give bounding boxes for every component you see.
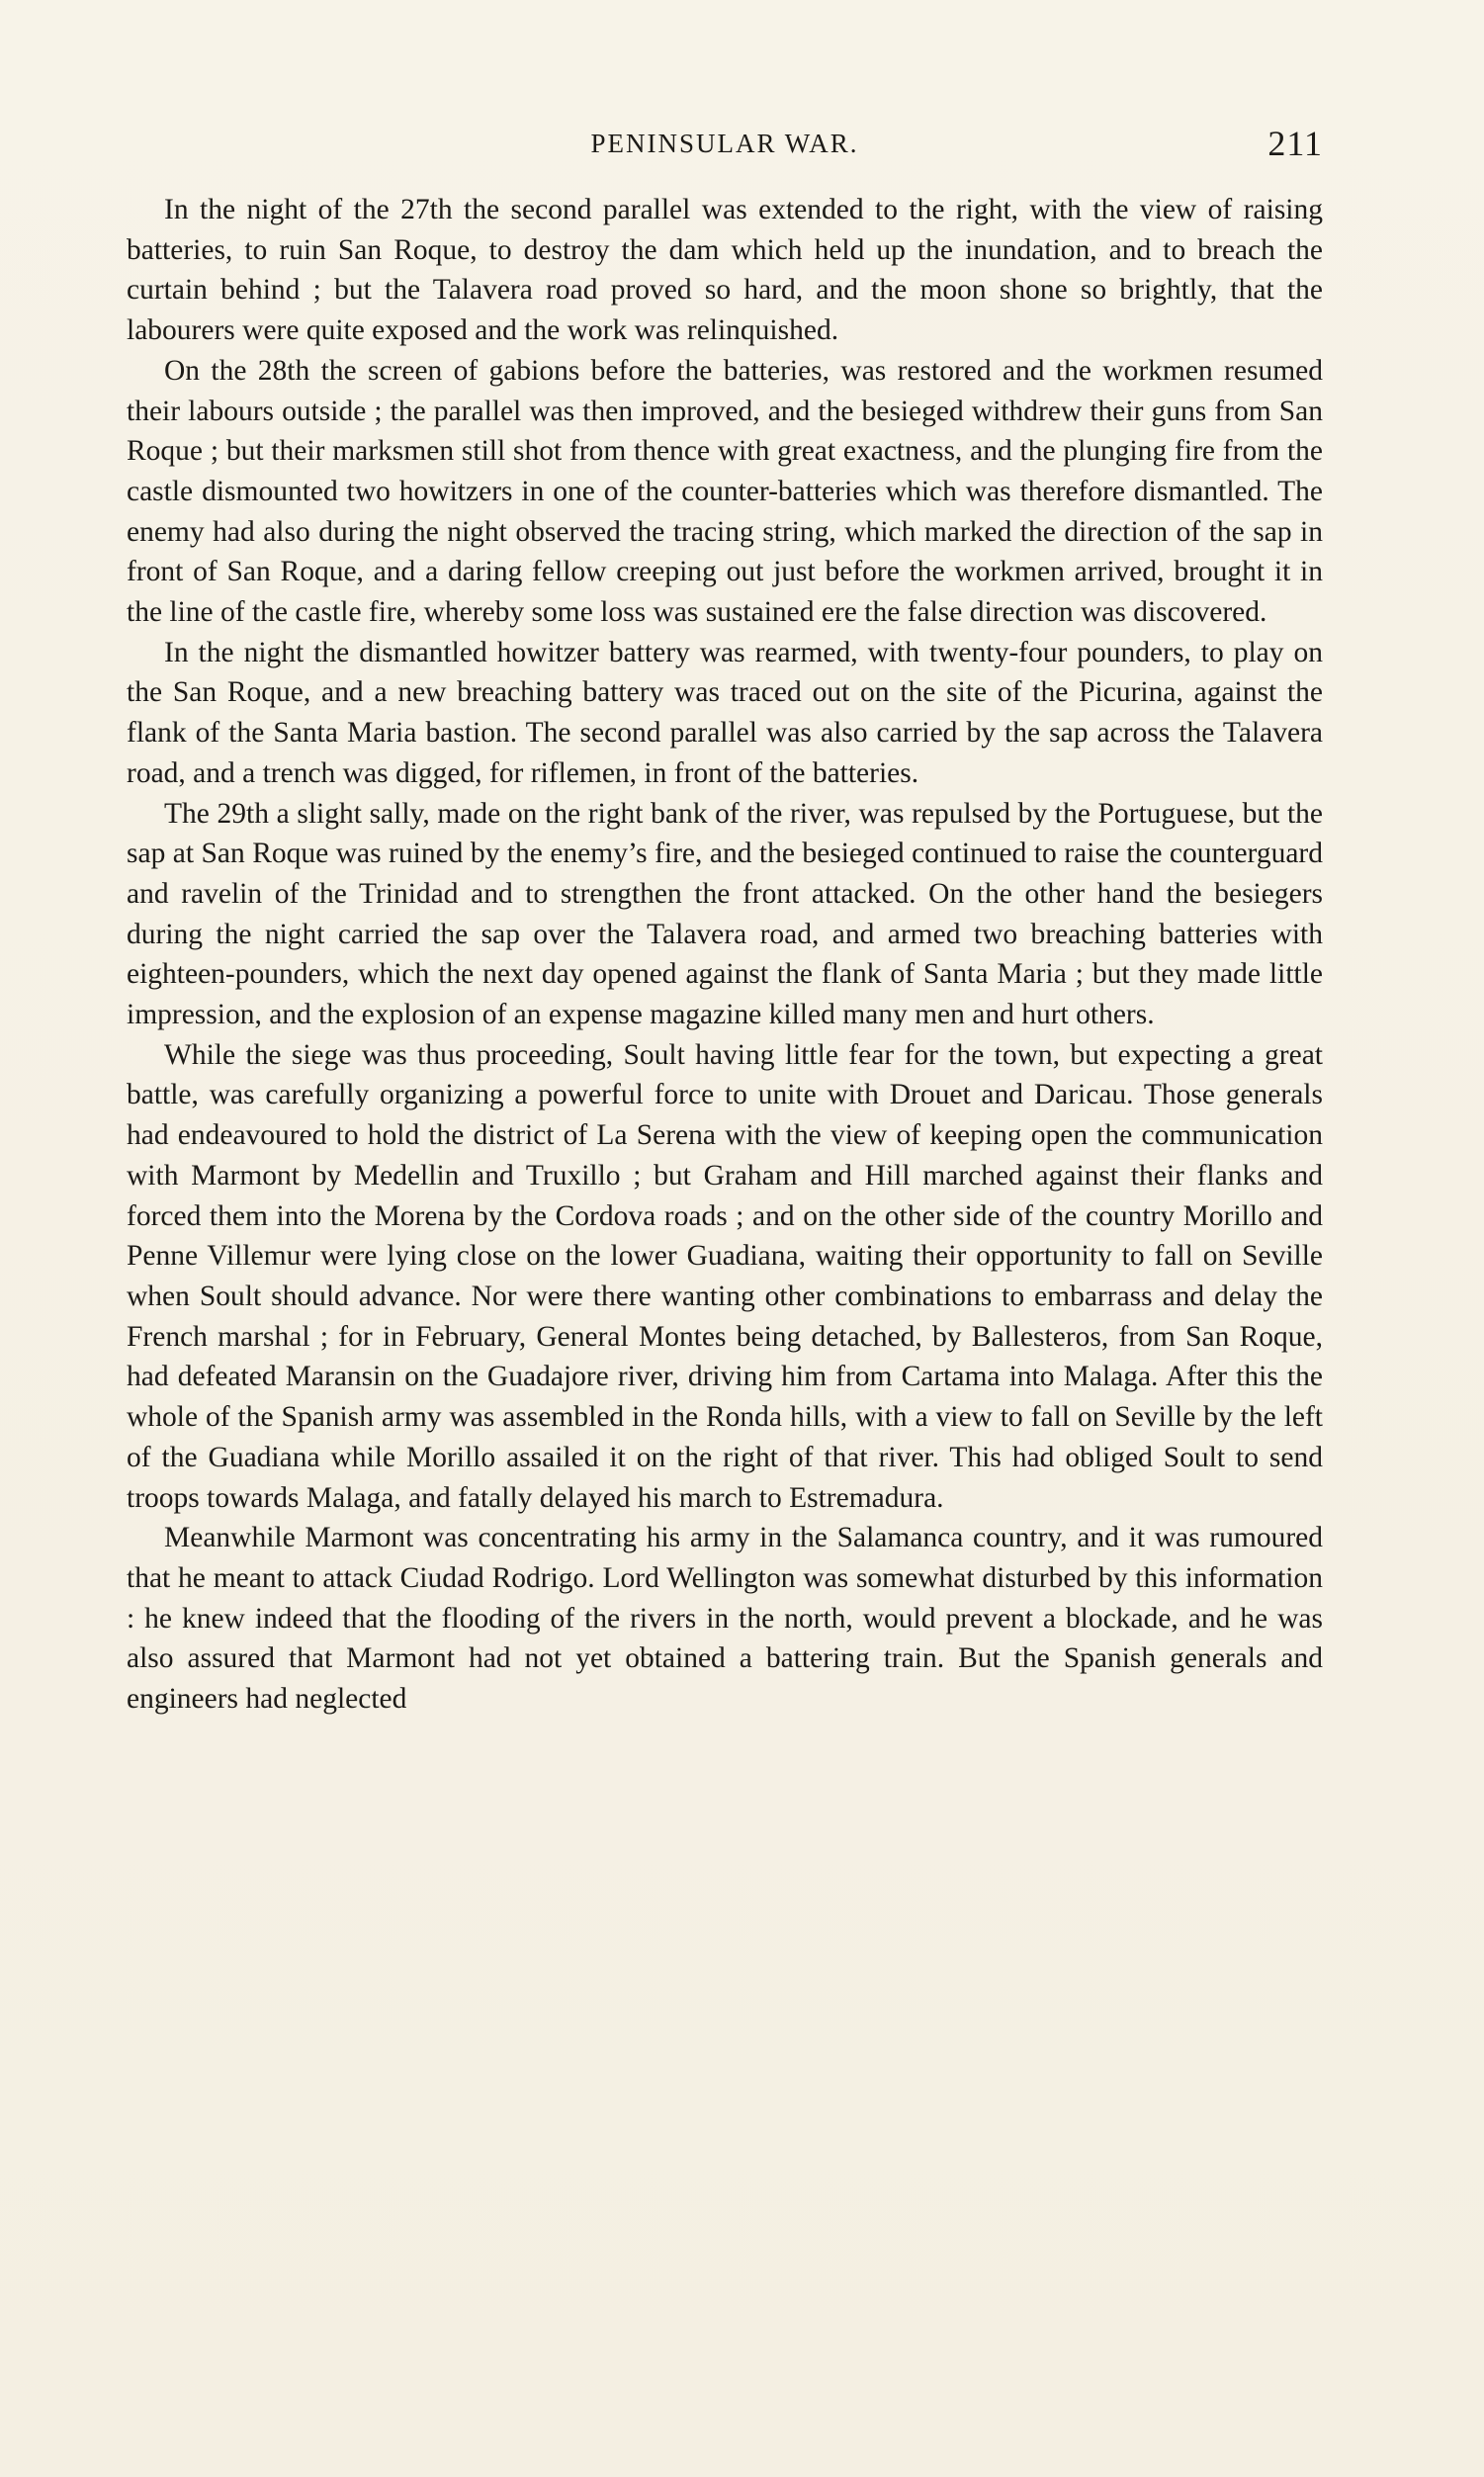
running-head (127, 123, 1323, 172)
page-number: 211 (1267, 124, 1323, 163)
paragraph-6: Meanwhile Marmont was concentrating his army in the Salamanca country, and it was rumoured that he meant to attack Ciudad Rodrigo. Lord Wellington was somewhat disturbed by this information : he knew indeed that the flooding of the rivers in the north, would prevent a blockade, and he was also assured that Marmont had not yet obtained a battering train. But the Spanish generals and engineers had neglected (127, 1522, 1323, 1716)
paragraph-3: In the night the dismantled howitzer battery was rearmed, with twenty-four pounders, to play on the San Roque, and a new breaching battery was traced out on the site of the Picurina, against the flank of the Santa Maria bastion. The second parallel was also carried by the sap across the Talavera road, and a trench was digged, for riflemen, in front of the batteries. (127, 636, 1323, 789)
running-title: PENINSULAR WAR. (590, 129, 859, 158)
paragraph-2: On the 28th the screen of gabions before the batteries, was restored and the workmen resumed their labours outside ; the parallel was then improved, and the besieged withdrew their guns from San Roque ; but their marksmen still shot from thence with great exactness, and the plunging fire from the castle dismounted two howitzers in one of the counter-batteries which was therefore dismantled. The enemy had also during the night observed the tracing string, which marked the direction of the sap in front of San Roque, and a daring fellow creeping out just before the workmen arrived, brought it in the line of the castle fire, whereby some loss was sustained ere the false direction was discovered. (127, 354, 1323, 629)
body-text (127, 190, 1323, 1720)
paragraph-5: While the siege was thus proceeding, Soult having little fear for the town, but expecting a great battle, was carefully organizing a powerful force to unite with Drouet and Daricau. Those generals had endeavoured to hold the district of La Serena with the view of keeping open the communication with Marmont by Medellin and Truxillo ; but Graham and Hill marched against their flanks and forced them into the Morena by the Cordova roads ; and on the other side of the country Morillo and Penne Villemur were lying close on the lower Guadiana, waiting their opportunity to fall on Seville when Soult should advance. Nor were there wanting other combinations to embarrass and delay the French marshal ; for in February, General Montes being detached, by Ballesteros, from San Roque, had defeated Maransin on the Guadajore river, driving him from Cartama into Malaga. After this the whole of the Spanish army was assembled in the Ronda hills, with a view to fall on Seville by the left of the Guadiana while Morillo assailed it on the right of that river. This had obliged Soult to send troops towards Malaga, and fatally delayed his march to Estremadura. (127, 1038, 1323, 1514)
paragraph-4: The 29th a slight sally, made on the right bank of the river, was repulsed by the Portuguese, but the sap at San Roque was ruined by the enemy’s fire, and the besieged continued to raise the counterguard and ravelin of the Trinidad and to strengthen the front attacked. On the other hand the besiegers during the night carried the sap over the Talavera road, and armed two breaching batteries with eighteen-pounders, which the next day opened against the flank of Santa Maria ; but they made little impression, and the explosion of an expense magazine killed many men and hurt others. (127, 797, 1323, 1031)
paragraph-1: In the night of the 27th the second parallel was extended to the right, with the view of raising batteries, to ruin San Roque, to destroy the dam which held up the inundation, and to breach the curtain behind ; but the Talavera road proved so hard, and the moon shone so brightly, that the labourers were quite exposed and the work was relinquished. (127, 194, 1323, 347)
